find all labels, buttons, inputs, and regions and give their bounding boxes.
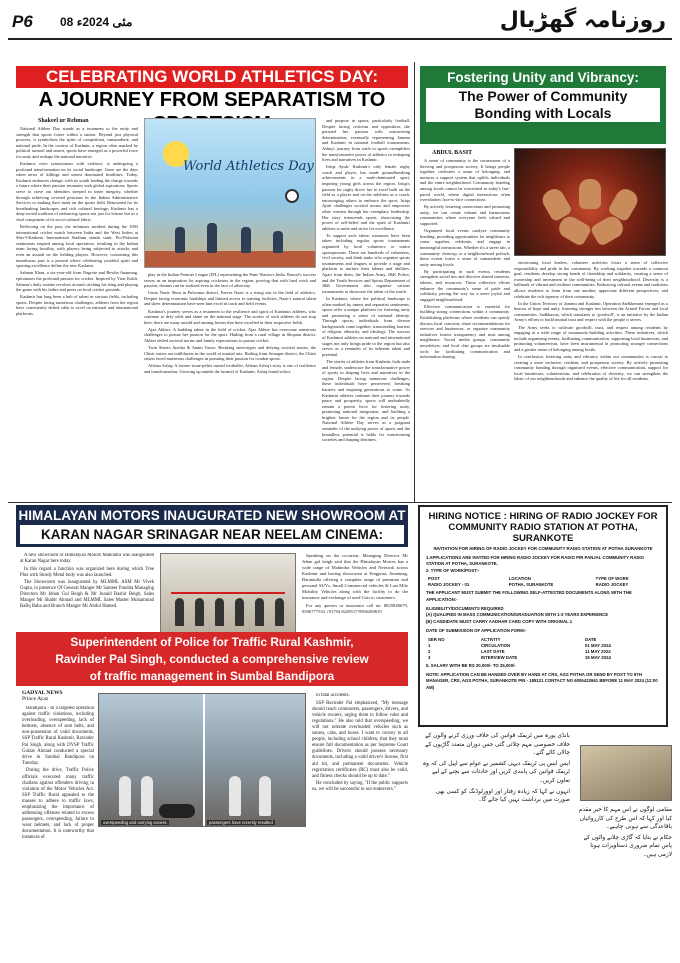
photo-caption: passengers have recently resulted — [209, 820, 273, 825]
paragraph: مقامی لوگوں نے اس مہم کا خیر مقدم کیا اور کہا کہ اس طرح کی کارروائیاں باقاعدگی سے ہونی چاہیے۔ — [578, 807, 672, 831]
page-number: P6 — [12, 12, 33, 31]
himalayan-headline — [16, 505, 408, 547]
paragraph: In Kashmir, where the political landscape is often marked by unrest and separatist sentiments, sports offer a unique platform for fostering unity and promoting a sense of national identity. Through sports, individuals from diverse backgrounds come together, transcending barriers of religion, ethnicity, and ideology. The success of Kashmiri athletes on national and international stages not only brings pride to the region but also serves as a reminder of its inherent talent and potential. — [322, 295, 410, 357]
paragraph: A new showroom of Himalayan Motors Mahindra was inaugurated at Karan Nagar here today. — [20, 553, 154, 564]
paragraph: ایس ایس پی ٹریفک دیہی کشمیر نے عوام سے اپیل کی کہ وہ ٹریفک قوانین کی پابندی کریں اور حادثات سے بچنے کے لیے تعاون کریں۔ — [422, 760, 570, 784]
table-header: SER NO — [428, 636, 445, 642]
paragraph: انہوں نے کہا کہ زیادہ رفتار اور اوورلوڈنگ کو کسی بھی صورت میں برداشت نہیں کیا جائے گا۔ — [435, 788, 570, 804]
paragraph: بانڈی پورہ میں ٹریفک قوانین کی خلاف ورزی کرنے والوں کے خلاف خصوصی مہم چلائی گئی جس دوران متعدد گاڑیوں کے چالان کاٹے گئے۔ — [425, 733, 570, 757]
paragraph: Irtiqa Ayub: Kashmir's only female rugby coach and player, has made groundbreaking achievements in a male-dominated sport, inspiring young girls across the region. Irtiqa's passion for rugby drove her to excel both on the field as a player and on the sidelines as a coach, encouraging others to embrace the sport. Irtiqa Ayub challenges societal norms and empowers other women through her exemplary leadership. Her story transcends sports, showcasing the power of self-belief and the spirit of Kashmiri athletes to unite and strive for excellence. — [322, 164, 410, 231]
urdu-article-photo — [580, 745, 672, 801]
byline-agency: GADYAL NEWS — [22, 690, 63, 696]
urdu-column-1 — [418, 732, 570, 956]
ball-graphic — [285, 189, 299, 203]
post-table — [426, 576, 660, 588]
paragraph: In conclusion, fostering unity and vibrancy within our communities is crucial to creating a more inclusive, resilient, and prosperous society. By actively promoting community bonding through organized events, effective communication, support for local businesses, volunteerism, and celebration of diversity, we can strengthen the fabric of our neighbourhoods and enhance the quality of life for all residents. — [514, 354, 668, 382]
hiring-line: 2. TYPE OF WORK/POST:- — [426, 567, 480, 573]
hiring-line: THE APPLICANT MUST SUBMIT THE FOLLOWING SELF-ATTESTED DOCUMENTS ALONG WITH THE APPLICATION:- — [426, 590, 632, 602]
hiring-line: 5. SALARY WITH BE RS 20,000/- TO 25,000/- — [426, 662, 516, 668]
community-hands-photo — [514, 148, 666, 256]
runner-figure — [175, 227, 185, 253]
right-article-headline — [420, 66, 666, 144]
table-header: ACTIVITY — [480, 636, 501, 642]
himalayan-headline-line2: KARAN NAGAR SRINAGAR NEAR NEELAM CINEMA: — [20, 525, 404, 544]
hiring-line: ELIGIBILITY/DOCUMENTS REQUIRED — [426, 606, 504, 612]
person-figure — [175, 598, 184, 626]
table-cell: 3 — [428, 654, 431, 660]
paragraph: He concluded by saying, "If the public supports us, we will be successful in our endeavors." — [312, 781, 408, 793]
traffic-headline-line1: Superintendent of Police for Traffic Rural Kashmir, — [70, 635, 354, 649]
runner-figure — [207, 223, 217, 253]
paragraph: Salman Khan, a six-year-old from Nagrote and Bewha Anantnag, epitomizes the profound passion for cricket. Inspired by Virat Kohli, Salman's daily routine revolves around catching his sling and playing the game with his father and peers on local cricket grounds. — [16, 270, 138, 293]
person-figure — [235, 598, 244, 626]
paragraph: Kashmir has long been a hub of talent in various fields, including sports. Despite facing numerous challenges, athletes from the region have consistently defied odds to excel on national and international platforms. — [16, 294, 138, 316]
table-cell: INTERVIEW DATE — [480, 654, 518, 660]
table-header: TYPE OF WORK — [595, 576, 629, 582]
right-byline: ABDUL BASIT — [432, 150, 473, 156]
paragraph: SSP Ravinder Pal emphasized, "My message should reach commuters, passengers, drivers, and vehicle owners, urging them to follow rules and regulations." He also told that overspeeding, we will not tolerate overloaded vehicles such as sumos, cabs, and buses. I want to convey to all people, including school children, that they must ensure full documentation as per Supreme Court guidelines. Drivers should possess necessary documents, including a valid driver's license, first aid kit, and permanent documents. Vehicle registration certificates (RC) must also be valid, and fitness checks should be up to date." — [312, 700, 408, 779]
hiring-title-line1: HIRING NOTICE : HIRING OF RADIO JOCKEY FOR — [428, 511, 658, 522]
paragraph: Speaking on the occasion, Managing Director Mr Jehan gul beigh said that the Himalayan Motors has a wide range of Mahindra Vehicles and Network across Kashmir and having showroom at Tengpora, Anantnag, Baramulla offering a complete range of premium and personal SUVs, Small Commercial vehicles & Last Mile Mobility Vehicles along with the facility to do the insurance and exchange of used Cars to customers. — [302, 553, 408, 600]
urdu-column-2 — [576, 806, 672, 956]
paragraph: The stories of athletes from Kashmir, both male and female, underscore the transformative power of sports in shaping lives and narratives in the region. Despite facing numerous challenges, these individuals have persevered, breaking barriers and inspiring generations to come. As Kashmiri athletes continue their journey towards peace and prosperity, sports will undoubtedly remain a potent force for fostering unity, promoting national integration, and building a brighter future for the region and its people. National Athlete Day serves as a poignant reminder of the unifying power of sports and the boundless potential it holds for transforming societies and shaping destinies. — [322, 358, 410, 443]
person-figure — [275, 598, 284, 626]
hiring-line: (B) CANDIDATE MUST CARRY AADHAR CARD COPY WITH ORIGINAL 1 — [426, 618, 573, 624]
table-header: POST — [428, 576, 440, 582]
paragraph: Umar Nazir: Born in Pulwama district, Parvez Nazir is a rising star in the field of athletics. Despite facing economic hardships and limited access to training facilities, Nazir's natural talent and sheer determination have seen him excel in track and field events. — [144, 290, 316, 307]
hiring-line: NOTE: APPLICATION CAN BE HANDED OVER BY HAND AT CRS, AGS POTHA OR SEND BY POST TO 5TH MANAGER, CRS, AGS POTHA, SURANKOTE PIN - 185121 CONTACT NO 6006422661 BEFORE 11 MAY 2024 (12:00 AM) — [426, 672, 658, 690]
main-headline-line2: A JOURNEY FROM SEPARATISM TO — [16, 88, 408, 136]
paragraph: In the Union Territory of Jammu and Kashmir, Operation Sadbhavana emerged as a beacon of hope and unity, fostering stronger ties between the Armed Forces and local communities. Sadbhavna, which translates to 'goodwill', is an initiative by the Indian Army's efforts to build mutual trust and respect with the people it serves. — [514, 300, 668, 323]
table-cell: LAST DATE — [480, 648, 505, 654]
table-cell: 15 MAY 2024 — [585, 654, 611, 660]
paragraph: National Athlete Day stands as a testament to the unity and strength that sports foster within a nation. Beyond just physical prowess, it symbolizes the spirit of competition, camaraderie, and national pride. In the context of Kashmir, a region often marked by political turmoil and unrest, sports have emerged as a powerful force for unity and reshape the national narrative. — [16, 126, 138, 159]
right-article-col2 — [514, 260, 668, 500]
runner-figure — [273, 231, 283, 253]
paragraph: Twin Sisters Ayesha & Anam Tawiz: Breaking stereotypes and defying societal norms, the Chisti sisters are trailblazers in the world of martial arts. Hailing from Srinagar district, the Chisti sisters faced numerous challenges in pursuing their passion for combat sports. — [144, 345, 316, 362]
main-article-col1 — [16, 126, 138, 501]
paragraph: For any queries or assistance call no: 8825848679, 9596777533 +91794 8228517/9596200819 — [302, 602, 408, 614]
hiring-line: (A) QUALIFIED IN MASS COMMUNICATION/GRADUATION WITH 1-3 YEARS EXPERIENCE — [426, 612, 609, 618]
paragraph: حکام نے بتایا کہ گاڑی چلانے والوں کے پاس تمام ضروری دستاویزات ہونا لازمی ہیں۔ — [583, 834, 672, 858]
section-divider — [8, 502, 672, 503]
paragraph: Kashmir's journey serves as a testament to the resilience and spirit of Kashmiri athletes, who continue to defy odds and shine on the national stage. The stories of such athletes do not stop here; there are many untold and unsung heroes that have excelled in their respective fields. — [144, 308, 316, 325]
police-figure — [141, 776, 153, 816]
paragraph: A sense of community is the cornerstone of a thriving and prosperous society. It brings people together, cultivates a sense of belonging, and nurtures a support system that uplifts individuals and the entire neighborhood. Community bonding among locals cannot be overstated in today's fast-paced world, where digital interactions often overshadow face-to-face connections. — [420, 158, 510, 203]
right-headline-line1: Fostering Unity and Vibrancy: — [447, 70, 639, 85]
person-figure — [255, 598, 264, 626]
showroom-inauguration-photo — [160, 553, 296, 633]
paragraph: Bandipora - In a targeted operation against traffic violations, including overloading, overspeeding, lack of helmets, absence of seat belts, and non-possession of valid documents, SSP Traffic Rural Kashmir, Ravinder Pal Singh, along with DYSP Traffic Gulzar Ahmad conducted a special drive in Sumbal Bandipora on Tuesday. — [22, 706, 94, 766]
main-article-col2 — [144, 272, 316, 501]
table-cell: 1 — [428, 642, 431, 648]
paragraph: Organized local events catalyze community bonding, providing opportunities for neighbours to come together, celebrate, and engage in meaningful interactions. Whether it's a street fair, a community clean-up, or a neighbourhood potluck, these events foster a sense of camaraderie and unity among locals. — [420, 228, 510, 267]
table-cell: 01 MAY 2024 — [585, 642, 611, 648]
paragraph: By participating in such events, residents strengthen social ties and discover shared interests, talents, and resources. These collective efforts enhance the community's sense of pride and solidarity, paving the way for a more joyful and engaged neighbourhood. — [420, 268, 510, 302]
main-byline: Shakeel ur Rehman — [38, 118, 89, 124]
paragraph: By actively fostering connections and promoting unity, we can create vibrant and harmonious communities where everyone feels valued and supported. — [420, 204, 510, 227]
column-divider — [414, 62, 415, 502]
himalayan-headline-line1: HIMALAYAN MOTORS INAUGURATED NEW SHOWROOM AT — [18, 508, 406, 523]
hiring-line: 1 APPLICATIONS ARE INVITED FOR HIRING RADIO JOCKEY FOR RADIO PIR PANJAL COMMUNITY RADIO STATION AT POTHA, SURANKOTE. — [426, 555, 644, 567]
running-track — [145, 251, 315, 267]
himalayan-col1 — [20, 553, 154, 629]
right-headline-line3: Bonding with Locals — [426, 105, 660, 122]
masthead — [8, 6, 672, 40]
table-cell: RADIO JOCKEY — [595, 582, 629, 588]
person-figure — [195, 598, 204, 626]
right-headline-line2: The Power of Community — [426, 88, 660, 105]
traffic-col1 — [22, 706, 94, 956]
traffic-byline — [22, 690, 63, 702]
table-cell: RADIO JOCKEY - 01 — [428, 582, 470, 588]
table-row — [426, 655, 660, 661]
paragraph: Reflecting on the past, the infamous incident during the 1983 international cricket match between India and the West Indies at Sher-I-Kashmir International Stadium stands stark. Pro-Pakistan sentiments erupted among local spectators, resulting in the Indian team facing hostility, with players being subjected to attacks and even an assault on the fielding players. However, contrasting this tumultuous past is a present where celebrating youthful spirit and sporting excellence define the new Kashmir. — [16, 224, 138, 269]
person-figure — [215, 598, 224, 626]
main-article-headline — [16, 66, 408, 112]
paragraph: In this regard a function was organized here during which Tree Plus with Sturdy Metal body was also launched. — [20, 566, 154, 578]
paragraph: and purpose in sports, particularly football. Despite facing criticism and opposition, she pursued her passion with unwavering determination, eventually representing Jammu and Kashmir in national football tournaments. Ashiq's journey from strife to sports exemplifies the transformative power of athletics in reshaping lives and narratives in Kashmir. — [322, 118, 410, 163]
hiring-notice — [418, 505, 668, 727]
runner-figure — [241, 227, 251, 253]
himalayan-col3 — [302, 553, 408, 629]
photo-caption: World Athletics Day — [183, 159, 314, 174]
traffic-headline-line2: Ravinder Pal Singh, conducted a comprehensive review — [55, 652, 369, 666]
paragraph: To support such talent, measures have been taken including regular sports tournaments organized by local volunteers or senior sportspersons. These are hundreds of volunteers, civil society, and think tanks who organize sports tournaments and leagues to provide a stage and platform to nurture their talents and abilities. Apart from them, the Indian Army, J&K Police, and the Youth Services and Sports Department of J&K Government also organize various tournaments to showcase the talent of the youth. — [322, 232, 410, 294]
motorcycle-graphic — [159, 804, 195, 818]
table-cell: 2 — [428, 648, 431, 654]
paragraph: During the drive, Traffic Police officials executed many traffic challans against offenders driving in violation of the Motor Vehicles Act. SSP Traffic Rural appealed to the masses to adhere to traffic laws, emphasizing the importance of addressing offenses related to excess passengers, overspeeding, failure to wear helmets, and lack of proper documentation. It is noteworthy that instances of — [22, 768, 94, 841]
ribbon-graphic — [171, 592, 285, 594]
photo-divider — [203, 694, 205, 826]
table-cell: POTHA, SURANKOTE — [508, 582, 554, 588]
right-article-col1 — [420, 158, 510, 500]
table-header: DATE — [585, 636, 597, 642]
table-cell: 11 MAY 2024 — [585, 648, 611, 654]
hiring-title-line3: SURANKOTE — [512, 533, 574, 544]
police-figure — [229, 776, 241, 816]
traffic-col3 — [312, 693, 408, 956]
hiring-line: DATE OF SUBMISSION OF APPLICATION FORM:- — [426, 628, 527, 634]
paragraph: Ajaz Akhter: A budding talent in the field of cricket, Ajaz Akhter has overcome numerous challenges to pursue her passion for the sport. Hailing from a rural village in Shopian district, Akhter defied societal norms and family expectations to pursue cricket. — [144, 326, 316, 344]
table-header: LOCATION — [508, 576, 531, 582]
table-row — [426, 582, 660, 588]
paragraph: Afshan Ashiq: A former stone-pelter turned footballer, Afshan Ashiq's story is one of resilience and transformation. Growing up amidst the turmoil of Kashmir, Ashiq found solace — [144, 363, 316, 374]
photo-caption: overspeeding and carrying excess — [103, 820, 167, 825]
paragraph: Effective communication is essential for building strong connections within a community. Establishing platforms where residents can openly discuss local concerns, share recommendations for services and businesses, or organize community initiatives fosters transparency and trust among neighbours. Social media groups, community newsletters, and local chat groups are invaluable tools for facilitating communication and information sharing. — [420, 303, 510, 360]
traffic-headline-line3: of traffic management in Sumbal Bandipora — [89, 669, 335, 683]
table-cell: CIRCULATION — [480, 642, 511, 648]
byline-author: Prince Ayaz — [22, 696, 49, 702]
hand-graphic — [579, 179, 601, 209]
newspaper-title: روزنامہ گھڑیال — [499, 8, 666, 33]
athletics-day-photo — [144, 118, 316, 268]
dates-table — [426, 637, 660, 661]
paragraph: envisioning local leaders, volunteer activities foster a sense of collective responsibility and pride in the community. By working together towards a common goal, residents develop strong bonds of friendship and solidarity, creating a sense of ownership and investment in the well-being of their neighbourhood. Diversity is a hallmark of vibrant and resilient communities. Embracing cultural events and traditions allows residents to learn from one another, appreciate different perspectives, and celebrate the rich tapestry of their community. — [514, 260, 668, 299]
main-headline-line1: CELEBRATING WORLD ATHLETICS DAY: — [45, 67, 379, 86]
police-figure — [259, 776, 271, 816]
paragraph: The Showroom was inaugurated by MLMML ASM Mr Vivek Gupta, in presence Of General Manger Mr Sameer Pandita Managing Directors Mr Jehan Gul Beigh & Mr Junaid Bashir Beigh, Sales Manger Mr Shabir Ahmad and MLMML Sales Master Mohammad Rafiq Baba and Branch Manger Mr Abdul Hamed. — [20, 580, 154, 609]
traffic-drive-photo — [98, 693, 306, 827]
paragraph: Kashmir, once synonymous with violence, is undergoing a profound transformation on its social landscape. Gone are the days when news of killings and unrest dominated headlines. Today, Kashmir embraces change, with its youth leading the charge towards a future where their passion resonates with global aspirations. Sports serve to carve out identities steeped in inner integrity, whether through achieving coveted positions in the Indian Administrative Services or making their mark on the sports field. Renowned for its breathtaking landscapes and rich cultural heritage, Kashmir has a deep-rooted tradition of embracing sports not just for leisure but as a vital component of its socio-cultural fabric. — [16, 161, 138, 222]
paragraph: in fatal accidents. — [316, 693, 350, 698]
paragraph: play in the Indian Premier League (IPL) representing the Pune Warriors India. Rasool's success serves as an inspiration for aspiring cricketers in the region, proving that with hard work and passion, dreams can be realized even in the face of adversity. — [144, 272, 316, 289]
police-figure — [119, 776, 131, 816]
traffic-review-headline — [16, 632, 408, 686]
main-article-col3 — [322, 118, 410, 501]
hiring-title-line2: COMMUNITY RADIO STATION AT POTHA, — [448, 522, 638, 533]
hiring-subtitle: INVITATION FOR HIRING OF RADIO JOCKEY FOR COMMUNITY RADIO STATION AT POTHA SURANKOTE — [433, 546, 653, 551]
issue-date: 08 مئی 2024ء — [60, 15, 133, 29]
paragraph: The Army seeks to cultivate goodwill, trust, and respect among residents by engaging in a wide range of community-building activities. These initiatives, which include organizing events, facilitating communication, supporting local businesses, and promoting volunteerism, have been instrumental in promoting stronger connections and a greater sense of belonging among locals. — [514, 324, 668, 352]
